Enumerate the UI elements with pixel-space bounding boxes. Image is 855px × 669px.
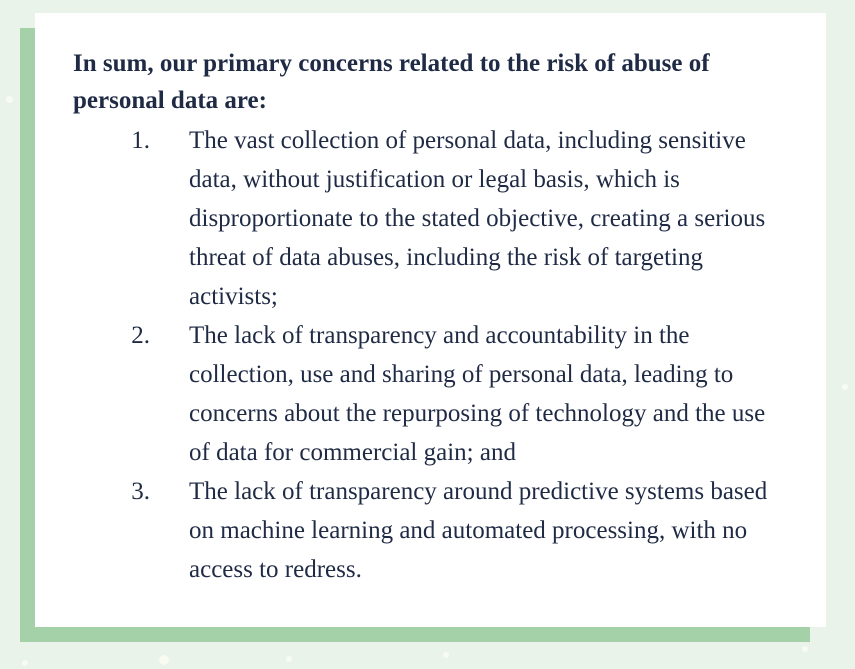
- list-item: [73, 472, 786, 589]
- list-item-text: The vast collection of personal data, including sensitive data, without justification or legal basis, which is disproportionate to the stated objective, creating a serious threat of data abuses, including the risk of targeting activists;: [189, 127, 766, 310]
- list-item-number: 1.: [131, 127, 150, 154]
- decorative-dot: [842, 384, 848, 390]
- callout-box: [35, 13, 826, 627]
- callout-intro: In sum, our primary concerns related to the risk of abuse of personal data are:: [73, 50, 710, 114]
- decorative-dot: [802, 646, 808, 652]
- decorative-dot: [159, 655, 169, 665]
- decorative-dot: [286, 656, 292, 662]
- decorative-dot: [22, 660, 28, 666]
- list-item: [73, 316, 786, 472]
- concerns-list: [73, 121, 786, 589]
- decorative-dot: [6, 96, 13, 103]
- list-item-text: The lack of transparency around predictive systems based on machine learning and automated processing, with no access to redress.: [189, 478, 768, 583]
- list-item-number: 2.: [131, 322, 150, 349]
- list-item: [73, 121, 786, 316]
- list-item-number: 3.: [131, 478, 150, 505]
- list-item-text: The lack of transparency and accountability in the collection, use and sharing of personal data, leading to concerns about the repurposing of technology and the use of data for commercial gain; and: [189, 322, 766, 466]
- decorative-dot: [443, 652, 449, 658]
